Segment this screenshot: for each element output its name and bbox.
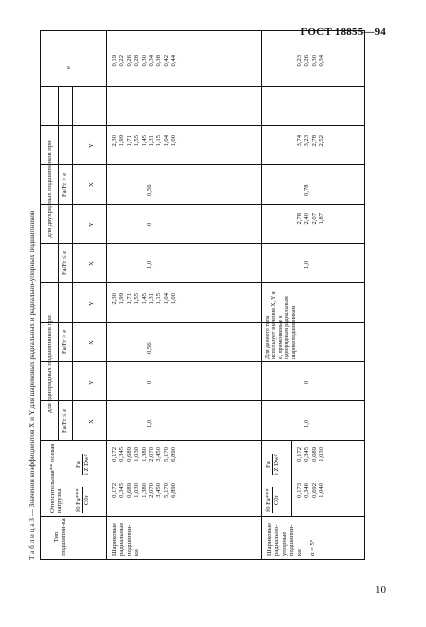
- angular-type-label: Шариковые радиально-упорные подшипни-ки: [266, 522, 303, 556]
- value-cell: 0,172: [111, 483, 118, 498]
- value-cell: 0,23: [296, 55, 303, 67]
- radial-x3: 1,0: [146, 260, 153, 269]
- radial-y4-column: [111, 135, 177, 163]
- value-cell: 0,692: [310, 483, 318, 498]
- value-cell: 2,52: [318, 135, 326, 147]
- f0-fraction-header: f0 Fa*** C0r: [75, 488, 91, 512]
- x-header-1: X: [88, 419, 95, 424]
- radial-fa-column: [111, 447, 177, 475]
- cond-gt-2: Fa/Fr > e: [61, 172, 68, 197]
- value-cell: 1,71: [125, 135, 133, 147]
- value-cell: 1,15: [155, 135, 163, 147]
- value-cell: 0,44: [170, 55, 177, 67]
- value-cell: 0,19: [111, 55, 118, 67]
- bearing-type-header: Тип подшипни-ка: [53, 518, 68, 556]
- radial-f0-column: [111, 483, 177, 511]
- fa-fraction-header: Fa i Z Dw²: [75, 454, 91, 475]
- value-cell: 1,71: [125, 293, 133, 305]
- value-cell: 0,173: [296, 483, 303, 498]
- angular-fa-header: Fa i Z Dw²: [265, 454, 281, 475]
- value-cell: 0,30: [140, 55, 148, 67]
- value-cell: 1,040: [318, 483, 326, 498]
- value-cell: 1,55: [133, 293, 141, 305]
- value-cell: 2,070: [147, 483, 155, 498]
- cond-le-1: Fa/Fr ≤ e: [61, 408, 68, 433]
- double-row-header: для двухрядных подшипников при: [46, 140, 53, 238]
- value-cell: 1,15: [155, 293, 163, 305]
- value-cell: 3,23: [303, 135, 311, 147]
- value-cell: 0,34: [147, 55, 155, 67]
- angular-y3-column: [296, 213, 326, 241]
- value-cell: 1,030: [318, 447, 326, 462]
- alpha-label: α = 5°: [309, 539, 316, 556]
- value-cell: 2,78: [310, 135, 318, 147]
- angular-y4-column: [296, 135, 326, 163]
- value-cell: 0,346: [303, 483, 311, 498]
- radial-x4: 0,56: [146, 184, 153, 196]
- value-cell: 0,22: [118, 55, 126, 67]
- value-cell: 1,55: [133, 135, 141, 147]
- value-cell: 1,99: [118, 135, 126, 147]
- value-cell: 1,00: [170, 135, 177, 147]
- radial-x2: 0,56: [146, 342, 153, 354]
- value-cell: 0,689: [310, 447, 318, 462]
- value-cell: 2,07: [310, 213, 318, 225]
- x-header-3: X: [88, 261, 95, 266]
- angular-x1: 1,0: [303, 419, 310, 428]
- radial-x1: 1,0: [146, 419, 153, 428]
- value-cell: 5,170: [162, 447, 170, 462]
- value-cell: 2,40: [303, 213, 311, 225]
- value-cell: 0,345: [118, 483, 126, 498]
- value-cell: 1,030: [133, 483, 141, 498]
- table-caption: Т а б л и ц а 3 — Значения коэффициентов X и Y для шариковых радиальных и радиально-упорных подшипников: [28, 210, 36, 560]
- value-cell: 2,78: [296, 213, 303, 225]
- value-cell: 3,74: [296, 135, 303, 147]
- radial-y3: 0: [146, 222, 153, 226]
- angular-y1: 0: [303, 380, 310, 384]
- value-cell: 0,345: [303, 447, 311, 462]
- page-number: 10: [375, 584, 386, 596]
- e-header: e: [65, 66, 72, 69]
- value-cell: 1,31: [147, 293, 155, 305]
- angular-x3: 1,0: [303, 260, 310, 269]
- coefficients-table: [40, 30, 365, 560]
- value-cell: 2,30: [111, 293, 118, 305]
- value-cell: 0,172: [296, 447, 303, 462]
- value-cell: 1,380: [140, 447, 148, 462]
- value-cell: 0,34: [318, 55, 326, 67]
- value-cell: 1,99: [118, 293, 126, 305]
- value-cell: 3,450: [155, 447, 163, 462]
- value-cell: 0,26: [303, 55, 311, 67]
- cond-le-2: Fa/Fr ≤ e: [61, 250, 68, 275]
- value-cell: 0,172: [111, 447, 118, 462]
- relative-axial-header: Относительная** осевая нагрузка: [49, 443, 64, 513]
- rotated-table-page: [28, 20, 368, 560]
- value-cell: 0,38: [155, 55, 163, 67]
- angular-f0-column: [296, 483, 326, 511]
- cond-gt-1: Fa/Fr > e: [61, 329, 68, 354]
- single-row-header: для однорядных подшипников при: [46, 315, 53, 413]
- angular-note: Для данного типа использует значения X, Y и e, применяемые к однорядным радиальным шарикоподшипникам: [265, 291, 297, 359]
- value-cell: 1,030: [133, 447, 141, 462]
- radial-y2-column: [111, 293, 177, 321]
- y-header-4: Y: [88, 143, 95, 148]
- value-cell: 1,04: [162, 135, 170, 147]
- x-header-4: X: [88, 182, 95, 187]
- value-cell: 6,890: [170, 447, 177, 462]
- value-cell: 6,890: [170, 483, 177, 498]
- value-cell: 0,689: [125, 447, 133, 462]
- standard-number: ГОСТ 18855—94: [300, 26, 386, 38]
- value-cell: 5,170: [162, 483, 170, 498]
- radial-e-column: [111, 55, 177, 83]
- value-cell: 1,87: [318, 213, 326, 225]
- value-cell: 3,450: [155, 483, 163, 498]
- value-cell: 1,31: [147, 135, 155, 147]
- angular-x4: 0,78: [303, 184, 310, 196]
- value-cell: 1,45: [140, 293, 148, 305]
- angular-fa-column: [296, 447, 326, 475]
- value-cell: 0,28: [133, 55, 141, 67]
- value-cell: 1,04: [162, 293, 170, 305]
- value-cell: 0,345: [118, 447, 126, 462]
- radial-type-label: Шариковые радиальные подшипни-ки: [111, 522, 141, 556]
- x-header-2: X: [88, 340, 95, 345]
- value-cell: 1,380: [140, 483, 148, 498]
- value-cell: 2,30: [111, 135, 118, 147]
- radial-y1: 0: [146, 380, 153, 384]
- y-header-2: Y: [88, 301, 95, 306]
- value-cell: 2,070: [147, 447, 155, 462]
- value-cell: 1,45: [140, 135, 148, 147]
- y-header-1: Y: [88, 380, 95, 385]
- value-cell: 0,30: [310, 55, 318, 67]
- value-cell: 0,42: [162, 55, 170, 67]
- angular-f0-header: f0 Fa*** C0r: [265, 488, 281, 512]
- angular-e-column: [296, 55, 326, 83]
- value-cell: 0,26: [125, 55, 133, 67]
- value-cell: 0,689: [125, 483, 133, 498]
- y-header-3: Y: [88, 222, 95, 227]
- value-cell: 1,00: [170, 293, 177, 305]
